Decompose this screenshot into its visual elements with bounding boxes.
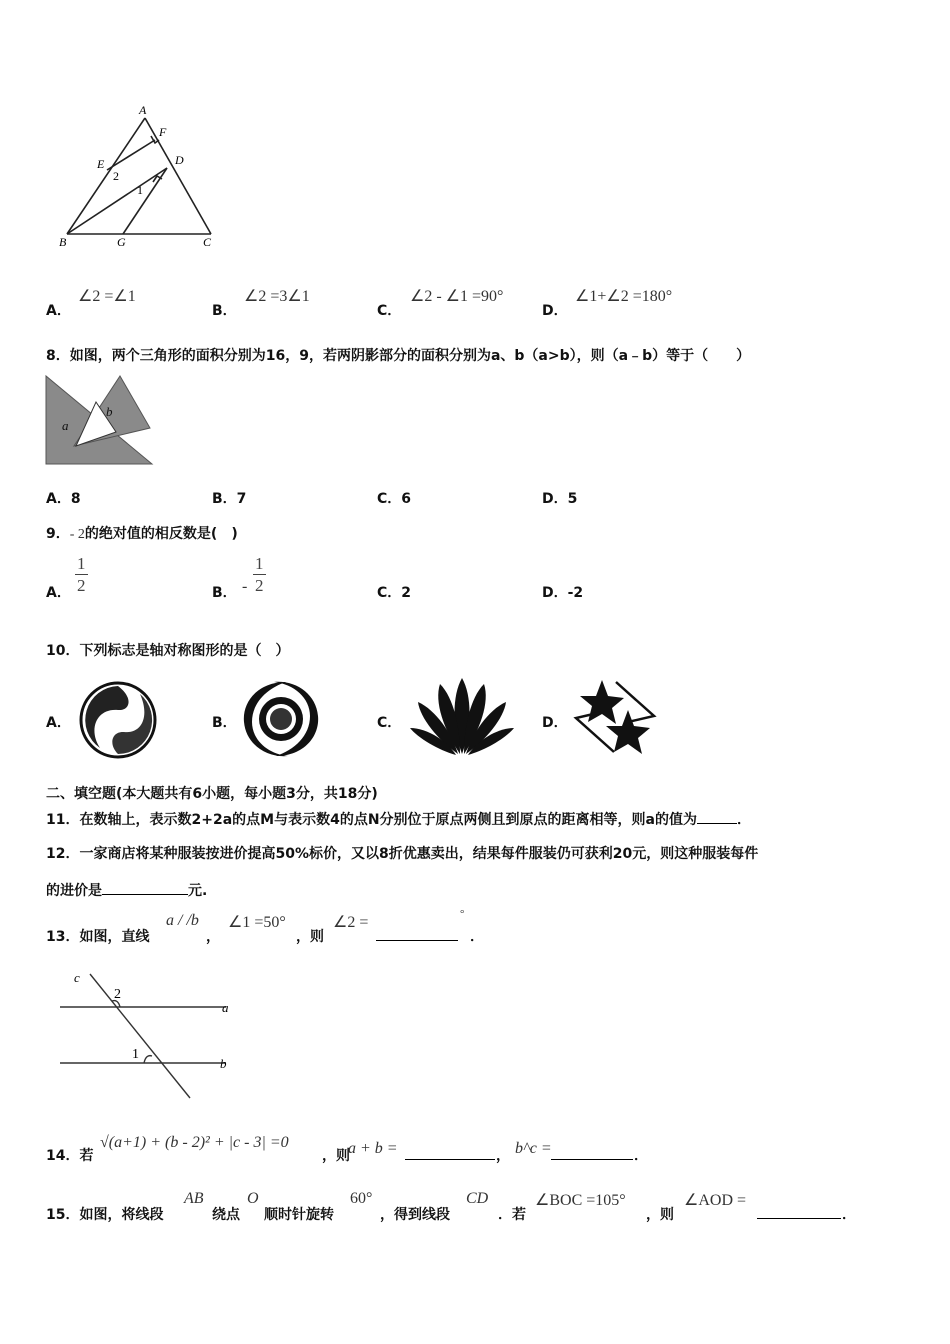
q9-option-d: D．-2 [542, 585, 584, 601]
q9-option-b-fraction: $\frac{1}{2}$ [255, 554, 264, 595]
q15-text-1: 绕点 [212, 1207, 240, 1223]
q12-answer-blank[interactable] [102, 880, 188, 895]
q10-logo-a-icon [78, 680, 158, 760]
q13-sep1: ， [206, 929, 220, 945]
q14-answer-blank-2[interactable] [551, 1145, 633, 1160]
q10-logo-d-icon [572, 676, 658, 758]
q9-option-b-letter: B． [212, 585, 237, 601]
q10-option-a-letter: A． [46, 715, 71, 731]
q7-label-1: 1 [137, 183, 143, 197]
q15-text-2: 顺时针旋转 [264, 1207, 334, 1223]
q7-label-G: G [117, 235, 126, 249]
q15-text-5: ，则 [646, 1207, 674, 1223]
q7-label-B: B [59, 235, 67, 249]
q10-logo-c-icon [408, 676, 516, 758]
q8-option-d: D．5 [542, 491, 578, 507]
q13-angle2-expr: ∠2 = [333, 914, 369, 931]
q12-question-line1: 12．一家商店将某种服装按进价提高50%标价，又以8折优惠卖出，结果每件服装仍可获利20元，则这种服装每件 [46, 846, 759, 862]
q9-option-a-fraction: $\frac{1}{2}$ [77, 554, 86, 595]
section2-heading: 二、填空题(本大题共有6小题，每小题3分，共18分) [46, 786, 378, 802]
q8-label-b: b [106, 404, 113, 419]
q14-power-expr: b^c = [515, 1140, 552, 1157]
q7-option-a-letter: A． [46, 303, 71, 319]
q8-question-text: 8．如图，两个三角形的面积分别为16，9，若两阴影部分的面积分别为a、b（a>b），则（a﹣b）等于（ ） [46, 348, 751, 364]
q7-label-A: A [139, 103, 147, 117]
q15-answer-blank[interactable] [757, 1204, 841, 1219]
q14-end: ． [634, 1148, 648, 1164]
q14-sum-expr: a + b = [348, 1140, 398, 1157]
q9-question: 9．- 2的绝对值的相反数是( ) [46, 526, 238, 542]
q8-label-a: a [62, 418, 69, 433]
q7-option-b-expr: ∠2 =3∠1 [244, 288, 310, 305]
q13-label-2: 2 [114, 987, 121, 1002]
q15-aod-expr: ∠AOD = [684, 1192, 747, 1209]
q8-option-c: C．6 [377, 491, 412, 507]
q15-segment-cd: CD [466, 1190, 489, 1207]
q13-label-b: b [220, 1056, 227, 1071]
q15-boc-expr: ∠BOC =105° [535, 1192, 626, 1209]
q14-sep: ， [496, 1148, 510, 1164]
q15-end: ． [842, 1207, 856, 1223]
q8-option-a: A．8 [46, 491, 81, 507]
q7-option-c-letter: C． [377, 303, 402, 319]
q14-mid: ，则 [322, 1148, 350, 1164]
q14-answer-blank-1[interactable] [405, 1145, 495, 1160]
q13-answer-blank[interactable] [376, 926, 458, 941]
q10-question-text: 10．下列标志是轴对称图形的是（ ） [46, 643, 290, 659]
q7-option-c-expr: ∠2 - ∠1 =90° [410, 288, 504, 305]
q15-prefix: 15．如图，将线段 [46, 1207, 164, 1223]
q7-label-E: E [97, 157, 105, 171]
q13-degree: ° [460, 908, 465, 920]
q13-label-c: c [74, 970, 80, 985]
q7-triangle-figure [55, 100, 225, 250]
q7-option-d-expr: ∠1+∠2 =180° [575, 288, 673, 305]
q10-option-c-letter: C． [377, 715, 402, 731]
q10-option-b-letter: B． [212, 715, 237, 731]
q12-question-line2: 的进价是 元. [46, 880, 207, 900]
q7-label-D: D [175, 153, 184, 167]
q15-segment-ab: AB [184, 1190, 204, 1207]
q13-angle1-expr: ∠1 =50° [228, 914, 286, 931]
q7-label-C: C [203, 235, 212, 249]
q13-parallel-lines-figure [54, 966, 244, 1102]
q15-text-3: ，得到线段 [380, 1207, 450, 1223]
q13-parallel-expr: a / /b [166, 912, 199, 929]
q14-prefix: 14．若 [46, 1148, 94, 1164]
q7-option-b-letter: B． [212, 303, 237, 319]
q9-option-a-letter: A． [46, 585, 71, 601]
q13-end: ． [470, 929, 484, 945]
q10-logo-b-icon [238, 678, 324, 760]
q11-question: 11．在数轴上，表示数2+2a的点M与表示数4的点N分别位于原点两侧且到原点的距离相等，则a的值为 ． [46, 809, 751, 829]
q15-text-4: ．若 [498, 1207, 526, 1223]
q10-option-d-letter: D． [542, 715, 568, 731]
q8-triangles-figure [44, 374, 156, 468]
q7-label-2: 2 [113, 169, 119, 183]
q7-option-a-expr: ∠2 =∠1 [78, 288, 136, 305]
q7-label-F: F [159, 125, 167, 139]
q14-equation: √(a+1) + (b - 2)² + |c - 3| =0 [100, 1134, 289, 1151]
q9-option-c: C．2 [377, 585, 412, 601]
q8-option-b: B．7 [212, 491, 247, 507]
q15-angle: 60° [350, 1190, 373, 1207]
q11-answer-blank[interactable] [697, 809, 737, 824]
q15-point-o: O [247, 1190, 259, 1207]
q7-option-d-letter: D． [542, 303, 568, 319]
q13-label-a: a [222, 1000, 229, 1015]
q13-label-1: 1 [132, 1047, 139, 1062]
q13-mid: ，则 [296, 929, 324, 945]
q9-option-b-sign: - [242, 578, 248, 595]
q13-question: 13．如图，直线 [46, 929, 150, 945]
